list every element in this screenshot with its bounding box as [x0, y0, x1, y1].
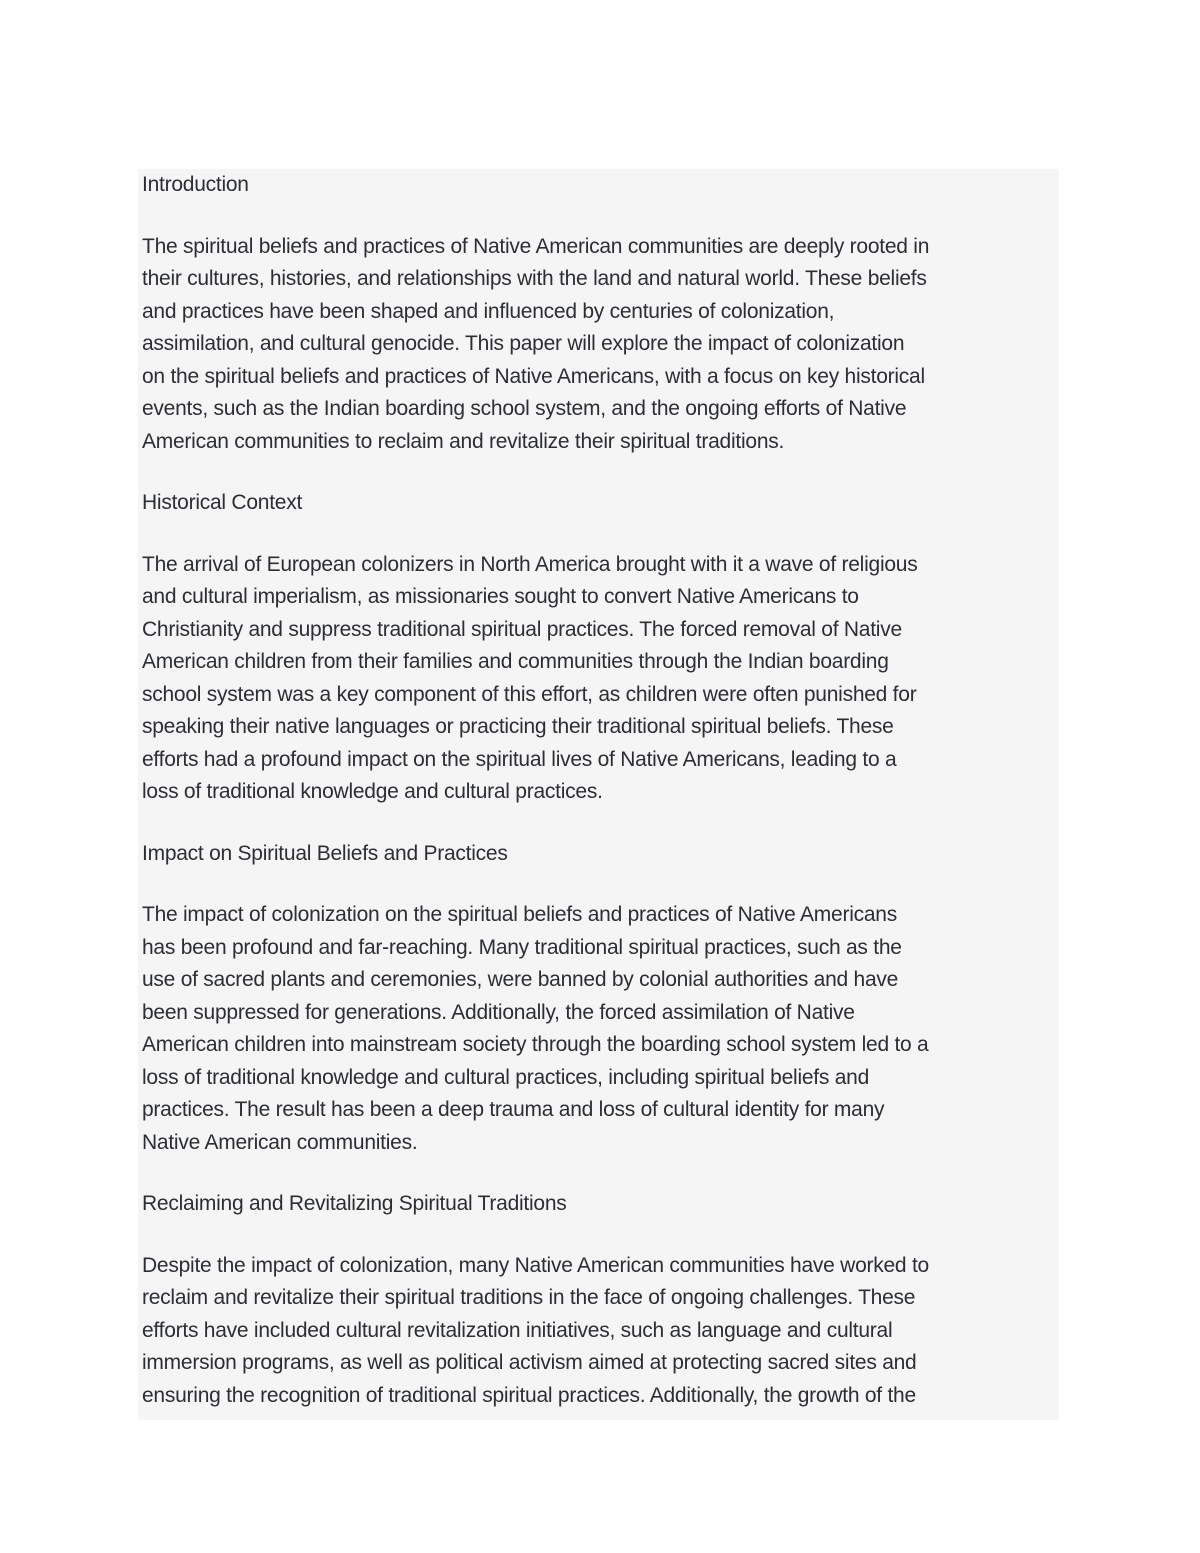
- paragraph-line: ensuring the recognition of traditional spiritual practices. Additionally, the growth of the: [142, 1383, 916, 1407]
- paragraph-line: reclaim and revitalize their spiritual traditions in the face of ongoing challenges. These: [142, 1286, 916, 1309]
- paragraph-line: been suppressed for generations. Additionally, the forced assimilation of Native: [142, 1000, 855, 1024]
- paragraph-line: has been profound and far-reaching. Many traditional spiritual practices, such as the: [142, 935, 902, 959]
- heading-spacer: [142, 1221, 1059, 1250]
- paragraph-line: The impact of colonization on the spiritual beliefs and practices of Native Americans: [142, 903, 897, 926]
- paragraph-line: Despite the impact of colonization, many Native American communities have worked to: [142, 1253, 929, 1277]
- heading-spacer: [142, 870, 1059, 899]
- paragraph-line: their cultures, histories, and relationships with the land and natural world. These beliefs: [142, 267, 927, 290]
- paragraph-line: and practices have been shaped and influenced by centuries of colonization,: [142, 299, 835, 323]
- paragraph-line: on the spiritual beliefs and practices of Native Americans, with a focus on key historical: [142, 364, 925, 388]
- paragraph-line: school system was a key component of this effort, as children were often punished for: [142, 682, 917, 706]
- section-heading: Reclaiming and Revitalizing Spiritual Traditions: [142, 1192, 567, 1215]
- paragraph-line: American communities to reclaim and revitalize their spiritual traditions.: [142, 429, 785, 453]
- paragraph-line: practices. The result has been a deep trauma and loss of cultural identity for many: [142, 1098, 885, 1121]
- paragraph-line: loss of traditional knowledge and cultural practices.: [142, 780, 603, 803]
- paragraph-line: events, such as the Indian boarding school system, and the ongoing efforts of Native: [142, 397, 907, 420]
- section-spacer: [142, 458, 1059, 487]
- paragraph-line: efforts had a profound impact on the spiritual lives of Native Americans, leading to a: [142, 747, 897, 771]
- paragraph-line: The spiritual beliefs and practices of Native American communities are deeply rooted in: [142, 234, 930, 258]
- paragraph-line: immersion programs, as well as political activism aimed at protecting sacred sites and: [142, 1351, 917, 1374]
- paragraph-line: Christianity and suppress traditional spiritual practices. The forced removal of Native: [142, 617, 902, 641]
- section-heading: Impact on Spiritual Beliefs and Practices: [142, 841, 508, 865]
- text-block: [138, 169, 1059, 1420]
- paragraph-line: speaking their native languages or practicing their traditional spiritual beliefs. These: [142, 715, 894, 738]
- paragraph-line: Native American communities.: [142, 1130, 418, 1154]
- paragraph-line: efforts have included cultural revitalization initiatives, such as language and cultural: [142, 1318, 893, 1342]
- heading-spacer: [142, 520, 1059, 549]
- paragraph-line: American children into mainstream society through the boarding school system led to a: [142, 1033, 929, 1056]
- heading-spacer: [142, 202, 1059, 231]
- paragraph-line: American children from their families and communities through the Indian boarding: [142, 650, 889, 673]
- paragraph-line: assimilation, and cultural genocide. This paper will explore the impact of colonization: [142, 332, 905, 355]
- section-spacer: [142, 809, 1059, 838]
- paragraph-line: use of sacred plants and ceremonies, were banned by colonial authorities and have: [142, 968, 899, 991]
- paragraph-line: and cultural imperialism, as missionaries sought to convert Native Americans to: [142, 585, 859, 608]
- section-spacer: [142, 1159, 1059, 1188]
- paragraph-line: loss of traditional knowledge and cultural practices, including spiritual beliefs and: [142, 1065, 870, 1089]
- section-heading: Introduction: [142, 173, 249, 196]
- section-heading: Historical Context: [142, 491, 303, 514]
- paragraph-line: The arrival of European colonizers in North America brought with it a wave of religious: [142, 552, 918, 576]
